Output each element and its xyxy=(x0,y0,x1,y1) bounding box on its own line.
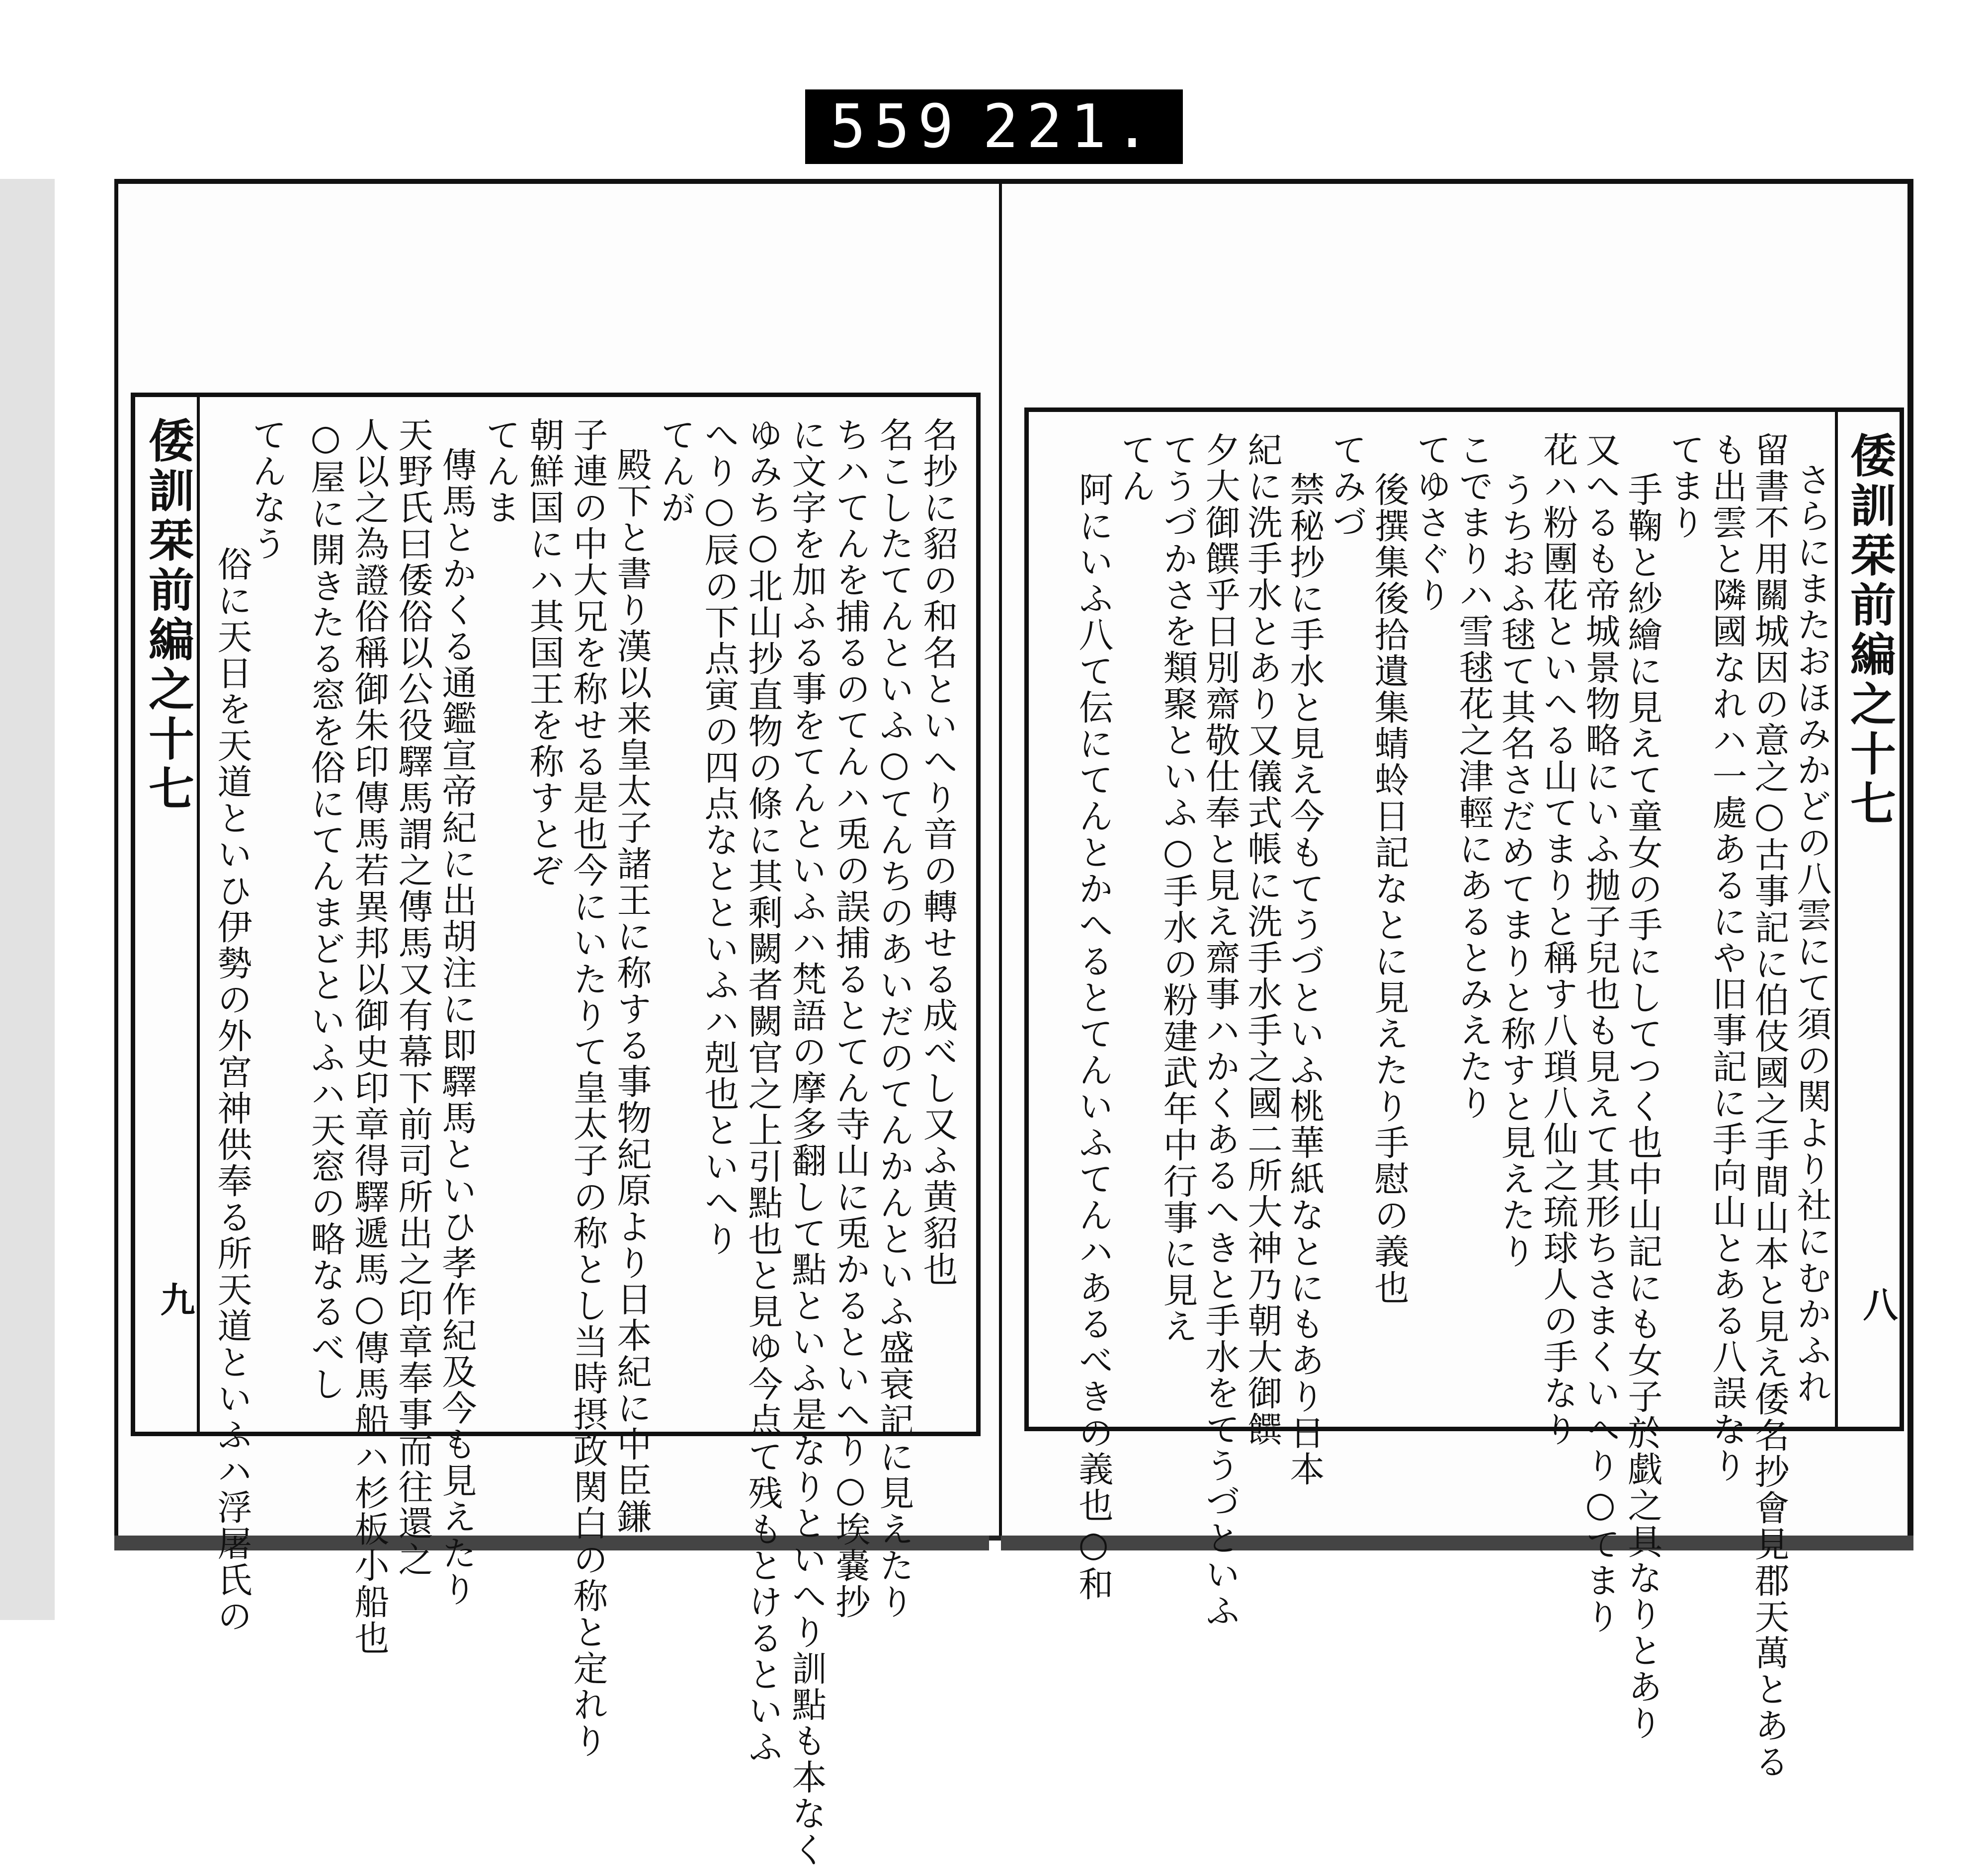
left-column: 朝鮮国にハ其国王を称すとぞ xyxy=(524,417,565,889)
right-column: も出雲と隣國なれハ一處あるにや旧事記に手向山とある八誤なり xyxy=(1707,432,1747,1484)
right-column: 阿にいふ八て伝にてんとかへるとてんいふてんハあるべきの義也○和 xyxy=(1073,472,1114,1602)
left-column: 子連の中大兄を称せる是也今にいたりて皇太子の称とし当時摂政関白の称と定れり xyxy=(568,417,608,1759)
right-page-title: 倭訓栞前編之十七 xyxy=(1843,432,1897,829)
right-column: 留書不用關城因の意之○古事記に伯伎國之手間山本と見え倭名抄會見郡天萬とある xyxy=(1749,432,1790,1780)
right-text-frame xyxy=(1024,407,1904,1780)
left-entry-heading: てんま xyxy=(480,417,521,526)
left-page-title: 倭訓栞前編之十七 xyxy=(141,417,195,814)
scan-reference-tag xyxy=(805,89,1183,164)
left-column: ゆみち○北山抄直物の條に其剩闕者闕官之上引點也と見ゆ今点て残もとけるといふ xyxy=(743,417,783,1765)
right-title-strip xyxy=(1835,412,1900,1427)
right-entry-heading: てまり xyxy=(1664,432,1705,541)
left-column: 傳馬とかくる通鑑宣帝紀に出胡注に即驛馬といひ孝作紀及今も見えたり xyxy=(436,447,477,1608)
right-column: 紀に洗手水とあり又儀式帳に洗手水手之國二所大神乃朝大御饌 xyxy=(1242,432,1283,1448)
right-column: 手鞠と紗繪に見えて童女の手にしてつく也中山記にも女子於戯之具なりとあり xyxy=(1622,472,1663,1741)
right-column: てうづかさを類聚といふ○手水の粉建武年中行事に見え xyxy=(1158,432,1198,1345)
right-column: 花ハ粉團花といへる山てまりと稱す八瑣八仙之琉球人の手なり xyxy=(1538,432,1578,1448)
right-column: さらにまたおほみかどの八雲にて須の関より社にむかふれ xyxy=(1791,462,1832,1405)
left-column: へり○辰の下点寅の四点なとといふハ剋也といへり xyxy=(699,417,740,1257)
left-entry-heading: てんが xyxy=(655,417,696,526)
left-column: ○屋に開きたる窓を俗にてんまどといふハ天窓の略なるべし xyxy=(305,417,346,1402)
left-column: ちハてんを捕るのてんハ兎の誤捕るとてん寺山に兎かるといへり○埃嚢抄 xyxy=(830,417,871,1620)
scan-shadow xyxy=(0,179,55,1620)
left-title-strip xyxy=(135,397,200,1432)
right-column: 後撰集後拾遺集蜻蛉日記なとに見えたり手慰の義也 xyxy=(1369,472,1409,1306)
left-column: 殿下と書り漢以来皇太子諸王に称する事物紀原より日本紀に中臣鎌 xyxy=(611,447,652,1535)
right-entry-heading: てゆさぐり xyxy=(1411,432,1452,613)
left-text-frame xyxy=(131,393,981,1868)
left-column: 名こしたてんといふ○てんちのあいだのてんかんといふ盛衰記に見えたり xyxy=(874,417,914,1620)
left-column: 俗に天日を天道といひ伊勢の外宮神供奉る所天道といふハ浮屠氏の xyxy=(212,546,252,1634)
left-column: に文字を加ふる事をてんといふハ梵語の摩多翻して點といふ是なりといへり訓點も本なく xyxy=(786,417,827,1868)
left-page xyxy=(114,179,999,1868)
left-entry-heading: てんなう xyxy=(247,417,287,562)
right-folio: 八 xyxy=(1857,1287,1899,1321)
right-column: 夕大御饌乎日別齋敬仕奉と見え齋事ハかくあるへきと手水をてうづといふ xyxy=(1200,432,1241,1629)
scan-tag-right-number: 221. xyxy=(983,92,1158,162)
left-folio: 九 xyxy=(155,1282,196,1316)
right-column: こでまりハ雪毬花之津輕にあるとみえたり xyxy=(1453,432,1494,1121)
right-page xyxy=(999,179,1913,1780)
right-entry-heading: てん xyxy=(1115,432,1156,504)
right-column: 禁秘抄に手水と見え今もてうづといふ桃華紙なとにもあり日本 xyxy=(1284,472,1325,1487)
right-column: うちおふ毬て其名さだめてまりと称すと見えたり xyxy=(1495,472,1536,1270)
left-column: 天野氏曰倭俗以公役驛馬謂之傳馬又有幕下前司所出之印章奉事而往還之 xyxy=(393,417,433,1578)
right-entry-heading: てみづ xyxy=(1326,432,1367,541)
right-column: 又へるも帝城景物略にいふ抛子兒也も見えて其形ちさまくいへり○てまり xyxy=(1580,432,1621,1635)
left-column: 名抄に貂の和名といへり音の轉せる成べし又ふ黄貂也 xyxy=(917,417,958,1288)
left-column: 人以之為證俗稱御朱印傳馬若異邦以御史印章得驛遞馬○傳馬船ハ杉板小船也 xyxy=(349,417,390,1656)
scan-tag-left-number: 559 xyxy=(830,92,962,162)
